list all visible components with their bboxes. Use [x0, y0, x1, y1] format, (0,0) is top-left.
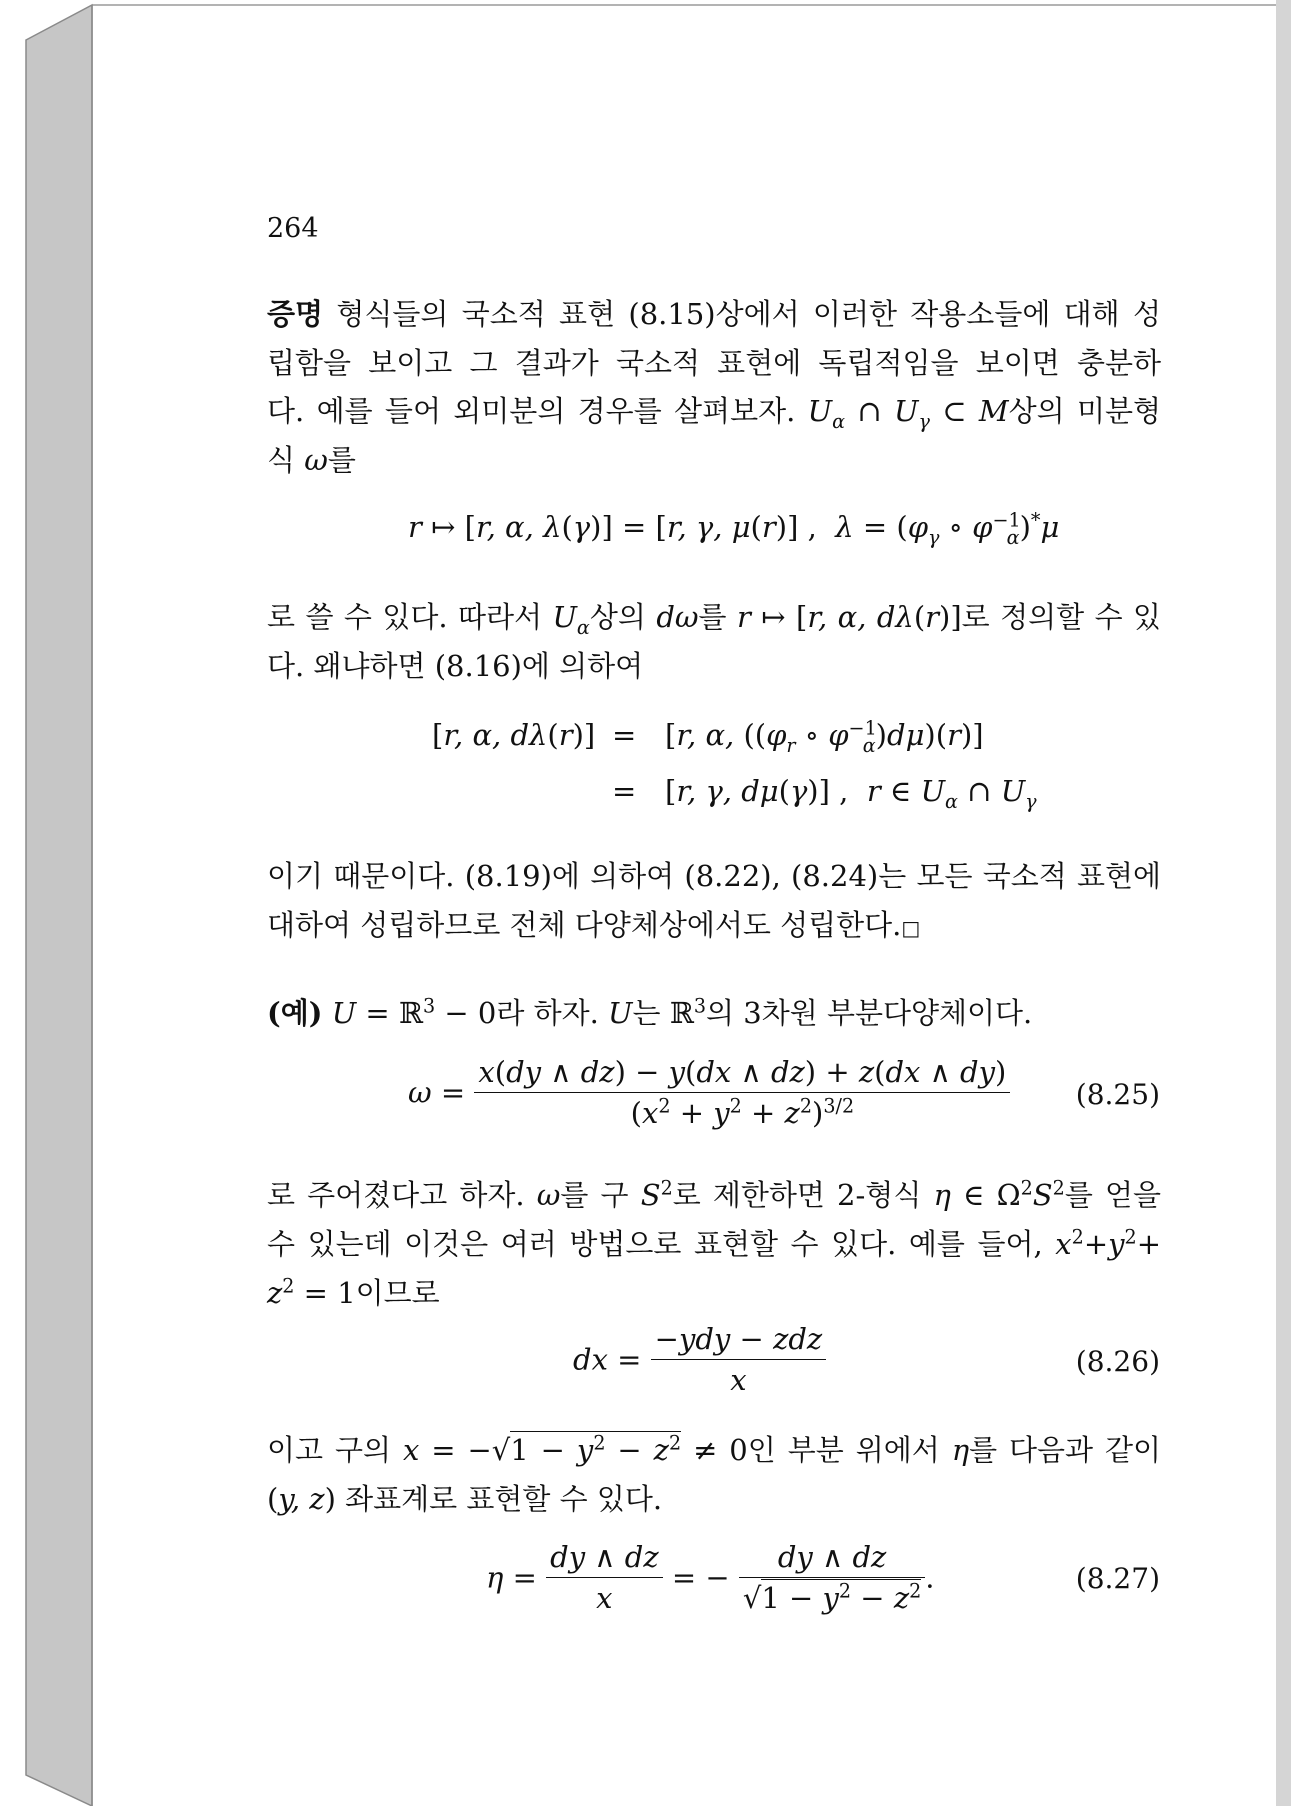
- equation-tag-8-25: (8.25): [1075, 1078, 1160, 1111]
- equation-8-26: dx = $\frac{\text{−ydy − zdz}}{x}$: [573, 1322, 826, 1397]
- equation-lambda: r ↦ [r, α, λ(γ)] = [r, γ, μ(r)] , $\lambda = (\varphi_\gamma$ ∘ $\varphi^{-1}_\alpha)^*\mu$: [408, 508, 1060, 549]
- equation-align-2-rhs: [r, γ, dμ(γ)] , r ∈ $U_\alpha$ ∩ $U_\gamma$: [665, 774, 1037, 813]
- text-line-13: (y, z) 좌표계로 표현할 수 있다.: [267, 1482, 663, 1516]
- proof-line-1: 증명 형식들의 국소적 표현 (8.15)상에서 이러한 작용소들에 대해 성: [267, 297, 1161, 331]
- page-number: 264: [267, 213, 319, 244]
- text-line-10: 수 있는데 이것은 여러 방법으로 표현할 수 있다. 예를 들어, $x^2+y^2+$: [267, 1225, 1162, 1261]
- qed-box-icon: □: [901, 916, 921, 940]
- equation-8-27: η = $\frac{dy \wedge dz}{x}$ = − $\frac{dy \wedge dz}{√1 - y^2 - z^2}$ .: [486, 1540, 935, 1615]
- text-line-11: $z^2 = 1$이므로: [267, 1274, 440, 1310]
- equation-align-1-rhs: [r, α, (($\varphi_r$ ∘ $\varphi^{-1}_\alpha)d\mu)(r)$]: [665, 716, 984, 757]
- text-line-5: 로 쓸 수 있다. 따라서 $U_\alpha$상의 dω를 r ↦ [r, α, dλ(r)]로 정의할 수 있: [267, 600, 1162, 639]
- equation-align-1: [r, α, dλ(r)]: [432, 718, 596, 752]
- proof-label: 증명: [267, 297, 324, 331]
- page-scan: 264 증명 형식들의 국소적 표현 (8.15)상에서 이러한 작용소들에 대해 성 립함을 보이고 그 결과가 국소적 표현에 독립적임을 보이면 충분하 다. 예를 들어 외미분의 경우를 살펴보자. $U_\alpha$ ∩ $U_\gamma$ ⊂ M상의 미분형 식 ω를 r ↦ [r, α, λ(γ)] = [r, γ, μ(r)] , $\lambda = (\varphi_\gamma$ ∘ $\varphi^{-1}_\alpha)^*\mu$ 로 쓸 수 있다. 따라서 $U_\alpha$상의 dω를 r ↦ [r, α, dλ(r)]로 정의할 수 있 다. 왜냐하면 (8.16)에 의하여 [r, α, dλ(r)] = [r, α, (($\varphi_r$ ∘ $\varphi^{-1}_\alpha)d\mu)(r)$] = [r, γ, dμ(γ)] , r ∈ $U_\alpha$ ∩ $U_\gamma$ 이기 때문이다. (8.19)에 의하여 (8.22), (8.24)는 모든 국소적 표현에 대하여 성립하므로 전체 다양체상에서도 성립한다.□ (예) U = ℝ$^3$ − 0라 하자. U는 ℝ$^3$의 3차원 부분다양체이다. ω = $\frac{x(dy \wedge dz) - y(dx \wedge dz) + z(dx \wedge dy)}{(x^2 + y^2 + z^2)^{3/2}}$ (8.25) 로 주어졌다고 하자. ω를 구 $S^2$로 제한하면 2-형식 η ∈ $\Omega^2S^2$를 얻을 수 있는데 이것은 여러 방법으로 표현할 수 있다. 예를 들어, $x^2+y^2+$ $z^2 = 1$이므로 dx = $\frac{\text{−ydy − zdz}}{x}$ (8.26) 이고 구의 $x = -√1 - y^2 - z^2 \ne 0$인 부분 위에서 η를 다음과 같이 (y, z) 좌표계로 표현할 수 있다. η = $\frac{dy \wedge dz}{x}$ = − $\frac{dy \wedge dz}{√1 - y^2 - z^2}$ . (8.27): [0, 0, 1291, 1806]
- example-label: (예): [267, 996, 323, 1030]
- example-line: (예) U = ℝ$^3$ − 0라 하자. U는 ℝ$^3$의 3차원 부분다양체이다.: [267, 994, 1033, 1030]
- proof-line-2: 립함을 보이고 그 결과가 국소적 표현에 독립적임을 보이면 충분하: [267, 346, 1161, 380]
- proof-line-4: 식 ω를: [267, 443, 356, 477]
- text-line-7: 이기 때문이다. (8.19)에 의하여 (8.22), (8.24)는 모든 국소적 표현에: [267, 859, 1161, 893]
- text-line-8: 대하여 성립하므로 전체 다양체상에서도 성립한다.□: [267, 908, 921, 942]
- equation-8-25: ω = $\frac{x(dy \wedge dz) - y(dx \wedge dz) + z(dx \wedge dy)}{(x^2 + y^2 + z^2)^{3/2}}$: [408, 1055, 1010, 1130]
- proof-line-3: 다. 예를 들어 외미분의 경우를 살펴보자. $U_\alpha$ ∩ $U_\gamma$ ⊂ M상의 미분형: [267, 394, 1161, 433]
- equation-tag-8-27: (8.27): [1075, 1562, 1160, 1595]
- text-line-12: 이고 구의 $x = -√1 - y^2 - z^2 \ne 0$인 부분 위에서 η를 다음과 같이: [267, 1431, 1162, 1467]
- text-line-9: 로 주어졌다고 하자. ω를 구 $S^2$로 제한하면 2-형식 η ∈ $\Omega^2S^2$를 얻을: [267, 1176, 1162, 1212]
- equation-tag-8-26: (8.26): [1075, 1345, 1160, 1378]
- text-line-6: 다. 왜냐하면 (8.16)에 의하여: [267, 649, 644, 683]
